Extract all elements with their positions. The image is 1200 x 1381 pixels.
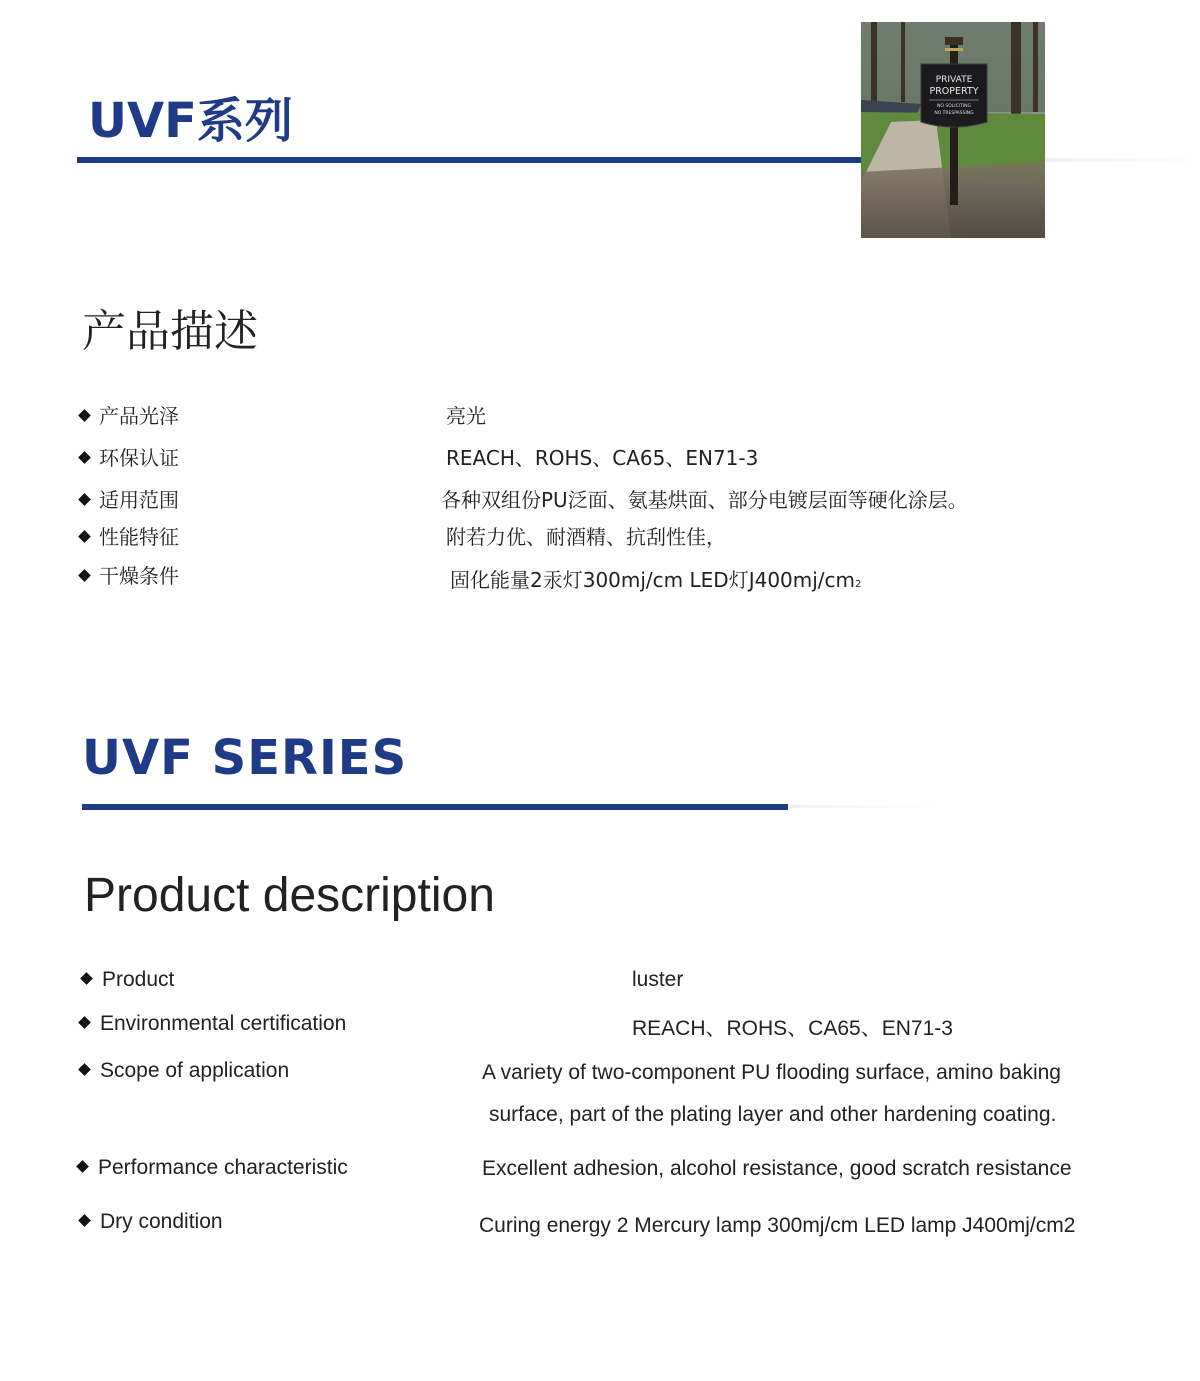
cn-row-value: 各种双组份PU泛面、氨基烘面、部分电镀层面等硬化涂层。 xyxy=(441,488,968,512)
en-row-value: A variety of two-component PU flooding surface, amino baking xyxy=(482,1061,1061,1084)
cn-row-label: 干燥条件 xyxy=(80,560,179,589)
series-title-cn: UVF系列 xyxy=(88,93,293,149)
en-row-label: Scope of application xyxy=(80,1059,289,1083)
underline-fade xyxy=(1045,158,1200,162)
cn-row-label: 产品光泽 xyxy=(80,400,179,429)
en-row-value: Excellent adhesion, alcohol resistance, good scratch resistance xyxy=(482,1157,1072,1180)
series-title-en: UVF SERIES xyxy=(82,730,408,786)
en-row-value: Curing energy 2 Mercury lamp 300mj/cm LED lamp J400mj/cm2 xyxy=(479,1214,1076,1237)
cn-row-label: 适用范围 xyxy=(80,484,179,513)
product-photo xyxy=(861,22,1045,238)
en-row-value: REACH、ROHS、CA65、EN71-3 xyxy=(632,1017,953,1040)
diamond-bullet-icon xyxy=(78,493,91,506)
diamond-bullet-icon xyxy=(80,972,93,985)
title-underline xyxy=(82,804,788,810)
title-underline xyxy=(77,157,863,163)
sign-line1: PRIVATE xyxy=(935,75,973,85)
section-heading-cn: 产品描述 xyxy=(82,306,258,357)
section-heading-en: Product description xyxy=(84,869,495,922)
diamond-bullet-icon xyxy=(78,1063,91,1076)
cn-row-value: REACH、ROHS、CA65、EN71-3 xyxy=(446,446,759,470)
diamond-bullet-icon xyxy=(78,1016,91,1029)
diamond-bullet-icon xyxy=(76,1160,89,1173)
en-row-value: surface, part of the plating layer and other hardening coating. xyxy=(489,1103,1057,1126)
diamond-bullet-icon xyxy=(78,530,91,543)
cn-row-value: 固化能量2汞灯300mj/cm LED灯J400mj/cm2 xyxy=(450,568,862,592)
cn-row-value: 附若力优、耐酒精、抗刮性佳， xyxy=(446,525,726,549)
en-row-label: Performance characteristic xyxy=(78,1156,348,1180)
en-row-label: Product xyxy=(82,968,174,992)
cn-row-value: 亮光 xyxy=(446,404,486,428)
sign-line4: NO TRESPASSING xyxy=(934,111,974,116)
diamond-bullet-icon xyxy=(78,1214,91,1227)
en-row-label: Dry condition xyxy=(80,1210,223,1234)
en-row-label: Environmental certification xyxy=(80,1012,346,1036)
sign-line2: PROPERTY xyxy=(929,86,979,97)
diamond-bullet-icon xyxy=(78,451,91,464)
cn-row-label: 性能特征 xyxy=(80,521,179,550)
cn-row-label: 环保认证 xyxy=(80,442,179,471)
underline-fade xyxy=(788,805,938,808)
en-row-value: luster xyxy=(632,968,684,991)
sign-line3: NO SOLICITING xyxy=(937,104,971,109)
private-property-sign-image xyxy=(861,22,1045,238)
diamond-bullet-icon xyxy=(78,569,91,582)
diamond-bullet-icon xyxy=(78,409,91,422)
